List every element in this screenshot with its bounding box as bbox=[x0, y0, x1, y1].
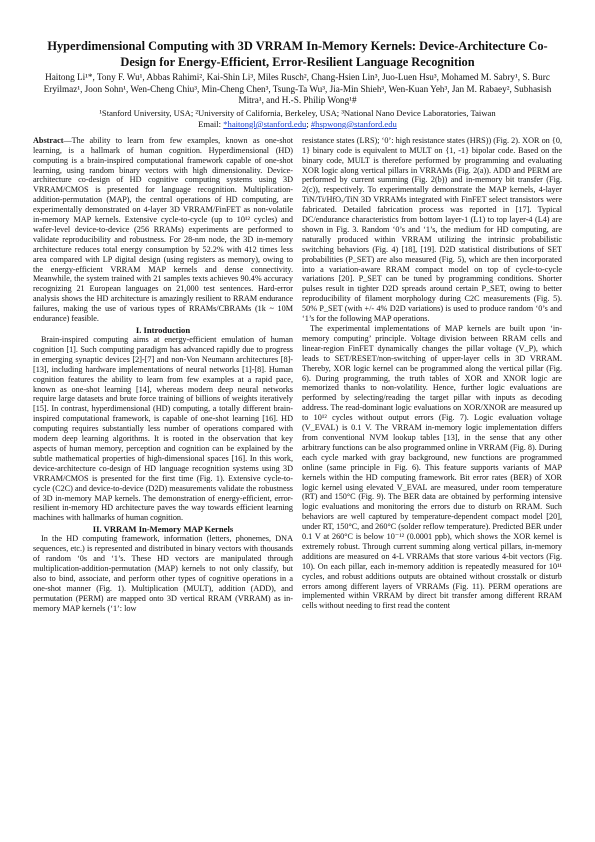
right-column bbox=[302, 136, 562, 614]
vrram-kernels-paragraph: In the HD computing framework, information (letters, phonemes, DNA sequences, etc.) is represented and distributed in binary vectors with thousands of random ‘0s and ‘1’s. These HD vectors are manipulated through multiplication-addition-permutation (MAP) kernels to not only classify, but also to bind, associate, and perform other types of cognitive operations in a one-shot manner (Fig. 1). Multiplication (MULT), addition (ADD), and permutation (PERM) are mapped onto 3D vertical RRAM (VRRAM) as in-memory MAP kernels (‘1’: low bbox=[33, 534, 293, 613]
right-column-paragraph-1: resistance states (LRS); ‘0’: high resistance states (HRS)) (Fig. 2). XOR on {0, 1} binary code is equivalent to MULT on {1, -1} bipolar code. Based on the binary code, MULT is therefore performed by programming and evaluating XOR logic along vertical pillars in VRRAMs (Fig. 2(a)). ADD and PERM are performed by current summing (Fig. 2(b)) and in-memory bit transfer (Fig. 2(c)), respectively. To experimentally demonstrate the MAP kernels, 4-layer TiN/Ti/HfOₓ/TiN 3D VRRAMs integrated with FinFET select transistors were fabricated. Detailed fabrication process was reported in [17]. Typical DC/endurance characteristics from bottom layer-1 (L1) to top layer-4 (L4) are shown in Fig. 3. Random ‘0’s and ‘1’s, the medium for HD computing, are naturally produced within VRRAM utilizing the intrinsic probabilistic switching behaviors (Fig. 4) [18], [19]. D2D statistical distributions of SET probabilities (P_SET) are also measured (Fig. 5), which are then incorporated into a variation-aware RRAM compact model on top of cycle-to-cycle variations [20]. P_SET can be tuned by programming conditions. Shorter pulses result in tighter D2D spreads around certain P_SET, owing to better reproducibility of filament morphology during C2C measurements (Fig. 5). 50% P_SET (with +/- 4% D2D variations) is used to produce random ‘0’s and ‘1’s for the following MAP operations. bbox=[302, 135, 562, 324]
affiliations: ¹Stanford University, USA; ²University of California, Berkeley, USA; ³National Nano Device Laboratories, Taiwan bbox=[99, 107, 496, 118]
paper-title: Hyperdimensional Computing with 3D VRRAM In-Memory Kernels: Device-Architecture Co-Design for Energy-Efficient, Error-Resilient Language Recognition bbox=[47, 39, 548, 69]
two-column-body bbox=[33, 136, 562, 614]
abstract bbox=[33, 136, 293, 324]
abstract-text: —The ability to learn from few examples, known as one-shot learning, is a hallmark of human cognition. Hyperdimensional (HD) computing is a brain-inspired computational framework capable of one-shot learning, using random binary vectors with high dimensionality. Device-architecture co-design of HD cognitive computing systems using 3D VRRAM/CMOS is presented for language recognition. Multiplication-addition-permutation (MAP), the central operations of HD computing, are experimentally demonstrated on 4-layer 3D VRRAM/FinFET as non-volatile in-memory MAP kernels. Extensive cycle-to-cycle (up to 10¹² cycles) and wafer-level device-to-device (256 RRAMs) experiments are performed to validate reproducibility and robustness. For 28-nm node, the 3D in-memory architecture reduces total energy consumption by 52.2% with 412 times less area compared with LP digital design (using registers as memory), owing to the energy-efficient VRRAM MAP kernels and dense connectivity. Meanwhile, the system trained with 21 samples texts achieves 90.4% accuracy recognizing 21 European languages on 21,000 test sentences. Hard-error analysis shows the HD architecture is amazingly resilient to RRAM endurance failures, making the use of various types of RRAMs/CBRAMs (1k ~ 10M endurance) feasible. bbox=[33, 135, 293, 324]
author-list: Haitong Li¹*, Tony F. Wu¹, Abbas Rahimi², Kai-Shin Li³, Miles Rusch², Chang-Hsien Lin³, Juo-Luen Hsu³, Mohamed M. Sabry¹, S. Burc Eryilmaz¹, Joon Sohn¹, Wen-Cheng Chiu³, Min-Cheng Chen³, Tsung-Ta Wu³, Jia-Min Shieh³, Wen-Kuan Yeh³, Jan M. Rabaey², Subhasish Mitra¹, and H.-S. Philip Wong¹# bbox=[43, 72, 552, 106]
introduction-paragraph: Brain-inspired computing aims at energy-efficient emulation of human cognition [1]. Such computing paradigm has advanced rapidly due to progress in emerging synaptic devices [2]-[7] and non-Von Neumann architectures [8]-[13], including hardware implementations of neural networks [1]-[8]. Human cognition features the ability to learn from few examples at a rapid pace, known as one-shot learning [14], whereas modern deep neural networks require large datasets and brute force training of billions of weights iteratively [15]. In contrast, hyperdimensional (HD) computing, a totally different brain-inspired computational framework, is capable of one-shot learning [16]. HD computing requires substantially less number of operations compared with modern deep learning algorithms. It is rooted in the observation that key aspects of human memory, perception and cognition can be explained by the subtle mathematical properties of high-dimensional spaces [16]. In this work, device-architecture co-design of HD language recognition systems using 3D VRRAM/CMOS is presented for the first time (Fig. 1). Extensive cycle-to-cycle (C2C) and device-to-device (D2D) measurements validate the robustness of 3D in-memory MAP kernels. The demonstration of energy-efficient, error-resilient in-memory HD architecture paves the way towards efficient learning machines with hallmarks of human cognition. bbox=[33, 335, 293, 523]
email-link-2[interactable]: #hspwong@stanford.edu bbox=[310, 118, 397, 129]
abstract-label: Abstract bbox=[33, 135, 64, 145]
email-link-1[interactable]: *haitongl@stanford.edu bbox=[223, 118, 307, 129]
section-heading-vrram-kernels: II. VRRAM In-Memory MAP Kernels bbox=[92, 524, 234, 535]
left-column bbox=[33, 136, 293, 614]
contact-email bbox=[33, 119, 562, 130]
email-separator: ; bbox=[306, 118, 311, 129]
email-prefix: Email: bbox=[198, 118, 224, 129]
section-heading-introduction: I. Introduction bbox=[135, 325, 191, 335]
right-column-paragraph-2: The experimental implementations of MAP kernels are built upon ‘in-memory computing’ principle. Voltage division between RRAM cells and linear-region FinFET dynamically changes the pillar voltage (V_P), which leads to SET/RESET/non-switching of upper-layer cells in 3D VRRAM. Thereby, XOR logic kernel can be programmed along the vertical pillar (Fig. 6). During programming, the truth tables of XOR and XNOR logic are memorized thanks to non-volatility. Hence, further logic evaluations are performed by selecting/reading the target pillar with inputs as decoding address. The read-dominant logic evaluations on XOR/XNOR are measured up to 10¹² cycles without output errors (Fig. 7). Logic evaluation voltage (V_EVAL) is 0.1 V. The VRRAM in-memory logic implementation differs from conventional NVM lookup tables [13], in the sense that any other arbitrary functions can be also programmed online in VRRAM (Fig. 8). During each cycle marked with gray background, new functions are programmed online (same principle in Fig. 6). This feature supports variants of MAP kernels within the HD computing framework. Bit error rates (BER) of XOR logic kernel using elevated V_EVAL are measured, under room temperature (RT) and 150°C (Fig. 9). The BER data are obtained by performing intensive logic evaluations and monitoring the errors due to disturb on RRAM. Such behaviors are well captured by temperature-dependent compact model [20], under RT, 150°C, and 260°C (solder reflow temperature). Predicted BER under 0.1 V at 260°C is below 10⁻¹² (0.0001 ppb), which shows the XOR kernel is extremely robust. Through current summing along vertical pillars, in-memory additions are measured on 4-L VRRAMs that store various 4-bit vectors (Fig. 10). On each pillar, each in-memory addition is repeatedly measured for 10¹¹ cycles, and robust additions outputs are obtained without crosstalk or disturb errors among different layers of VRRAMs (Fig. 11). PERM operations are implemented within VRRAM by direct bit transfer among different RRAM cells without needing to first read the content bbox=[302, 324, 562, 611]
